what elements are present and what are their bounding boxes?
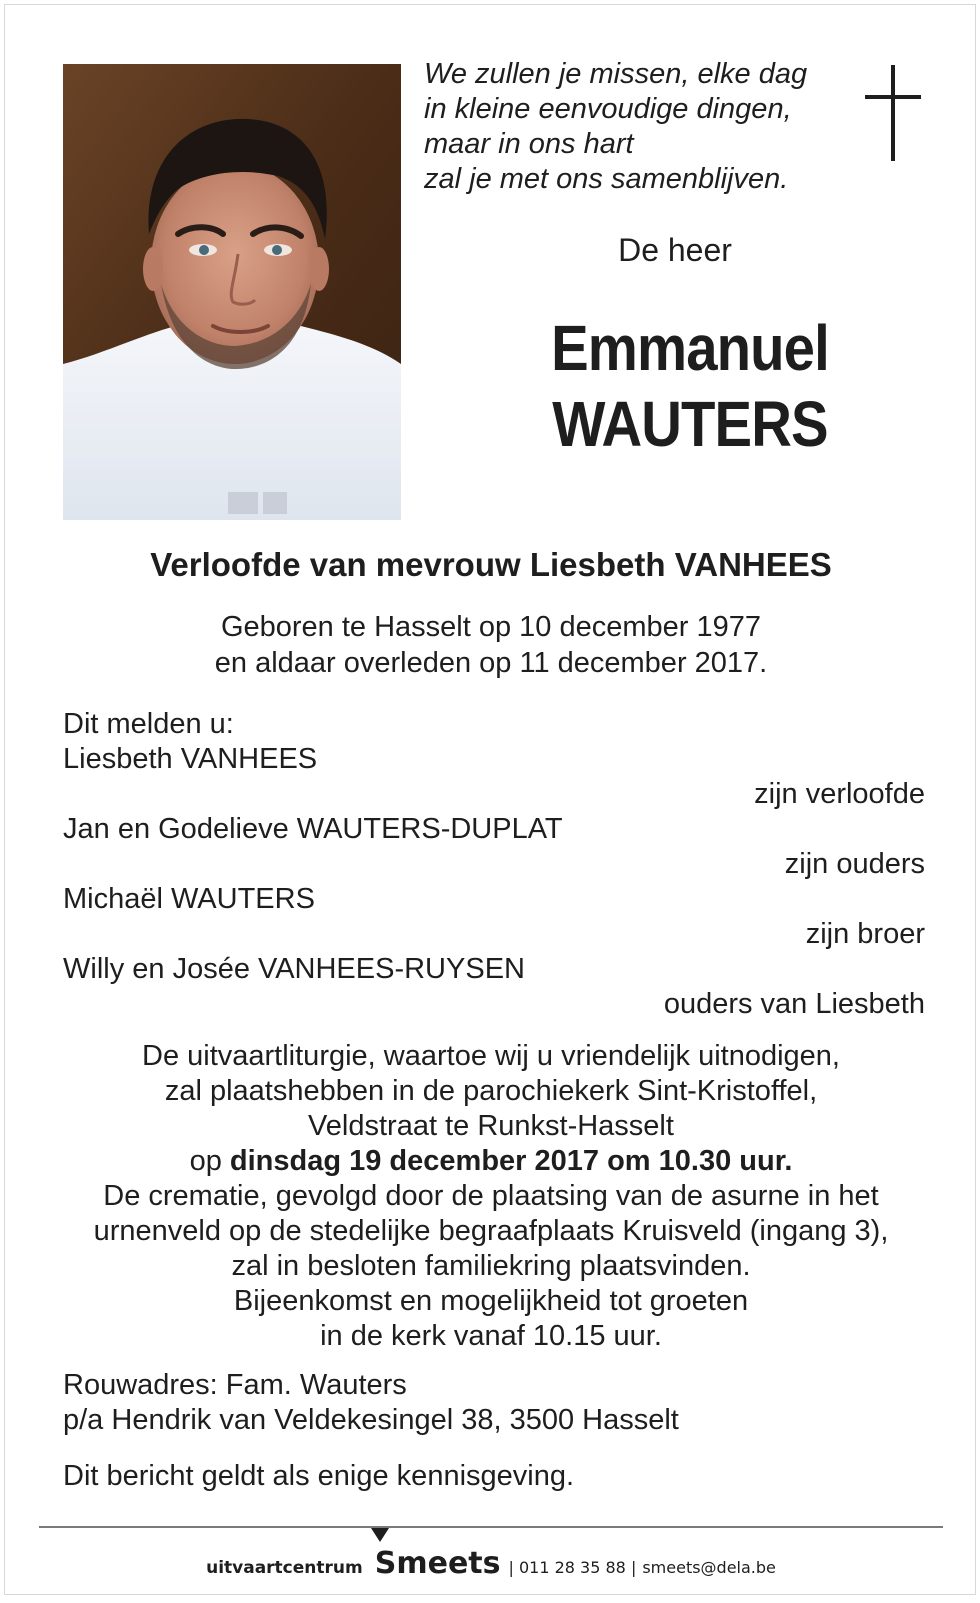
service-line: zal in besloten familiekring plaatsvinden. [231,1250,751,1282]
first-name: Emmanuel [551,312,829,384]
service-date-line [5,1144,977,1179]
portrait-photo [63,64,401,520]
funeral-home-footer [5,1546,977,1586]
service-line: urnenveld op de stedelijke begraafplaats Kruisveld (ingang 3), [93,1215,889,1247]
service-line: Veldstraat te Runkst-Hasselt [308,1110,674,1142]
notice-text: Dit bericht geldt als enige kennisgeving. [63,1460,575,1492]
service-line: De uitvaartliturgie, waartoe wij u vriendelijk uitnodigen, [142,1040,840,1072]
poem-line: We zullen je missen, elke dag [424,58,808,90]
obituary-card [4,4,976,1595]
service-line: in de kerk vanaf 10.15 uur. [320,1320,662,1352]
death-line: en aldaar overleden op 11 december 2017. [214,647,768,679]
announcer-name: Jan en Godelieve WAUTERS-DUPLAT [63,813,563,845]
honorific: De heer [618,232,732,268]
triangle-down-icon [371,1528,389,1542]
announcer-name: Willy en Josée VANHEES-RUYSEN [63,953,525,985]
service-date: dinsdag 19 december 2017 om 10.30 uur. [229,1145,793,1177]
address-line: p/a Hendrik van Veldekesingel 38, 3500 Hasselt [63,1404,679,1436]
announcer-relation: zijn broer [805,918,925,950]
address-line: Rouwadres: Fam. Wauters [63,1369,407,1401]
service-date-prefix: op [189,1145,230,1177]
poem-line: maar in ons hart [424,128,634,160]
footer-phone: | 011 28 35 88 | [508,1558,637,1577]
footer-prefix: uitvaartcentrum [206,1558,363,1578]
service-line: zal plaatshebben in de parochiekerk Sint-Kristoffel, [164,1075,818,1107]
cross-icon [865,65,921,161]
service-line: Bijeenkomst en mogelijkheid tot groeten [233,1285,749,1317]
footer-email[interactable]: smeets@dela.be [642,1558,776,1577]
footer-brand: Smeets [374,1546,501,1581]
announcer-relation: zijn ouders [784,848,925,880]
announcer-relation: ouders van Liesbeth [663,988,925,1020]
announcer-relation: zijn verloofde [754,778,925,810]
birth-death-info [5,609,977,681]
footer-divider [39,1526,943,1528]
deceased-name [505,310,875,462]
mourning-address [63,1368,679,1438]
portrait-illustration [63,64,401,520]
announcers-list [63,707,925,1022]
funeral-service-info [5,1039,977,1354]
birth-line: Geboren te Hasselt op 10 december 1977 [220,611,762,643]
poem-line: in kleine eenvoudige dingen, [424,93,792,125]
announcer-name: Michaël WAUTERS [63,883,315,915]
announcer-name: Liesbeth VANHEES [63,743,318,775]
fiancee-line: Verloofde van mevrouw Liesbeth VANHEES [150,546,832,583]
last-name: WAUTERS [552,388,828,460]
announce-intro: Dit melden u: [63,708,234,740]
service-line: De crematie, gevolgd door de plaatsing van de asurne in het [103,1180,879,1212]
memorial-poem [424,57,844,197]
poem-line: zal je met ons samenblijven. [424,163,789,195]
